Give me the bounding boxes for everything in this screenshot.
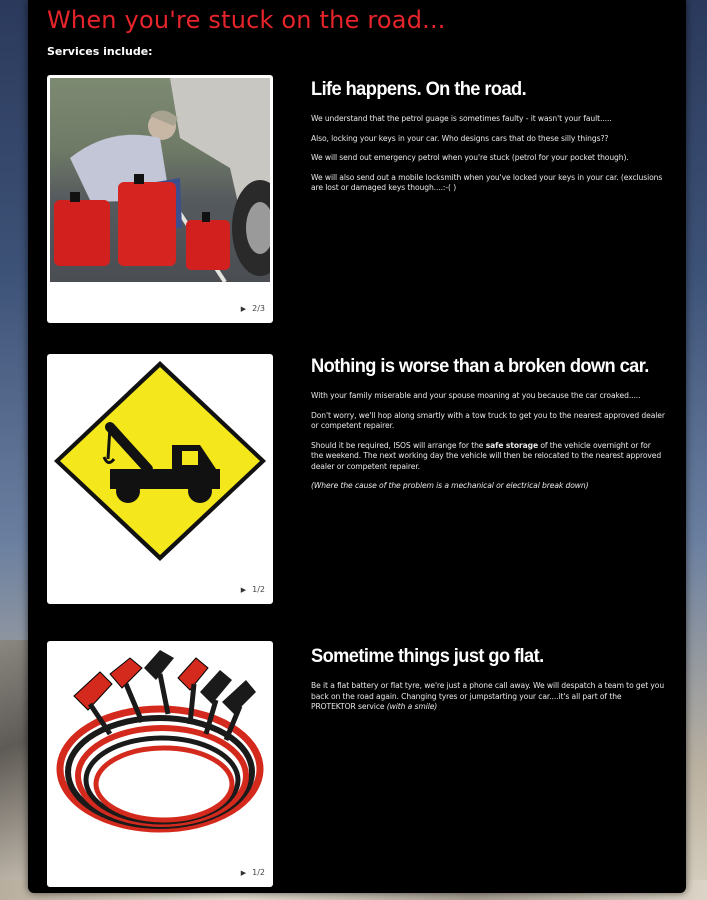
slide-counter: ▶ 1/2 — [240, 868, 265, 877]
section-content — [311, 354, 665, 501]
section-paragraph: We understand that the petrol guage is sometimes faulty - it wasn't your fault..... — [311, 114, 612, 123]
play-icon[interactable]: ▶ — [240, 586, 247, 594]
content-panel — [28, 0, 686, 893]
section-heading: Life happens. On the road. — [311, 79, 527, 100]
section-paragraph: Don't worry, we'll hop along smartly with a tow truck to get you to the nearest approved dealer or competent repairer. — [311, 410, 665, 430]
jumper-cables-photo — [50, 644, 270, 844]
section-heading: Sometime things just go flat. — [311, 646, 544, 667]
services-label: Services include: — [47, 45, 153, 58]
tow-truck-sign-icon — [50, 357, 270, 564]
section-heading: Nothing is worse than a broken down car. — [311, 356, 649, 377]
service-section-flat — [47, 641, 677, 889]
section-content — [311, 644, 665, 722]
slide-counter: ▶ 2/3 — [240, 304, 265, 313]
play-icon[interactable]: ▶ — [240, 869, 247, 877]
with-a-smile-emphasis: (with a smile) — [386, 702, 438, 711]
fuel-cans-photo — [50, 78, 270, 282]
page-title: When you're stuck on the road... — [47, 6, 446, 34]
section-content — [311, 77, 665, 203]
image-slideshow-card[interactable] — [47, 641, 273, 887]
play-icon[interactable]: ▶ — [240, 305, 247, 313]
safe-storage-emphasis: safe storage — [485, 440, 539, 450]
section-paragraph: We will also send out a mobile locksmith when you've locked your keys in your car. (exclusions are lost or damaged keys though....:-( ) — [311, 172, 663, 192]
section-paragraph: Be it a flat battery or flat tyre, we're just a phone call away. We will despatch a team to get you back on the road again. Changing tyres or jumpstarting your car....it's all part of the PROTEKTOR service (with a smile) — [311, 681, 665, 711]
service-section-breakdown — [47, 354, 677, 606]
section-paragraph: Also, locking your keys in your car. Who designs cars that do these silly things?? — [311, 133, 609, 143]
slide-counter: ▶ 1/2 — [240, 585, 265, 594]
section-paragraph: With your family miserable and your spouse moaning at you because the car croaked..... — [311, 391, 641, 400]
section-paragraph: We will send out emergency petrol when you're stuck (petrol for your pocket though). — [311, 153, 629, 162]
image-slideshow-card[interactable] — [47, 354, 273, 604]
image-slideshow-card[interactable] — [47, 75, 273, 323]
section-note: (Where the cause of the problem is a mechanical or electrical break down) — [311, 481, 589, 490]
service-section-roadside — [47, 75, 677, 325]
section-paragraph: Should it be required, ISOS will arrange for the safe storage of the vehicle overnight or for the weekend. The next working day the vehicle will then be relocated to the nearest approved dealer or competent repairer. — [311, 440, 662, 471]
photo-jumper-cables[interactable] — [50, 644, 270, 844]
photo-tow-truck-sign[interactable] — [50, 357, 270, 564]
photo-man-with-fuel-cans[interactable] — [50, 78, 270, 282]
